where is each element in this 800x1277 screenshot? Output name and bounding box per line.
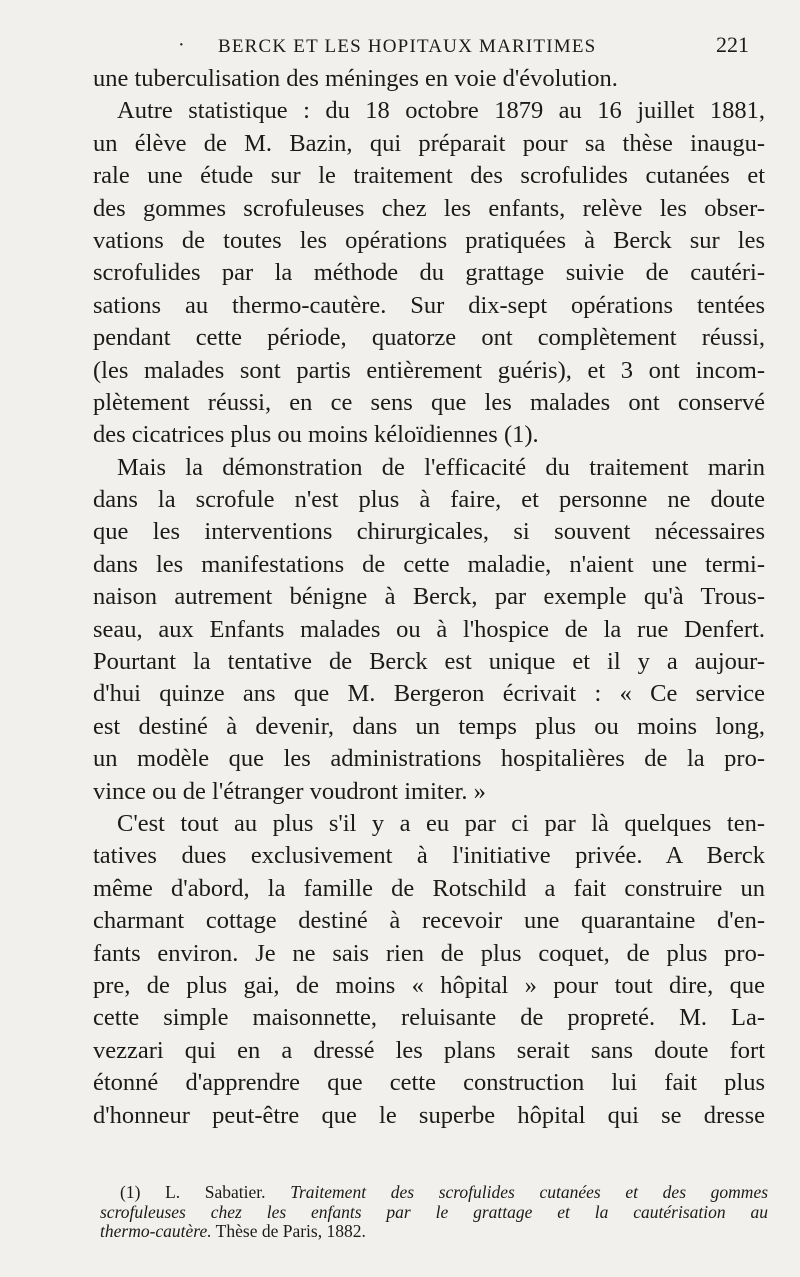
header-ornament: · [178, 34, 185, 56]
footnote-marker: (1) L. Sabatier. [120, 1182, 266, 1202]
text-line: Pourtant la tentative de Berck est unique et il y a aujour- [93, 648, 765, 676]
text-line: naison autrement bénigne à Berck, par exemple qu'à Trous- [93, 583, 765, 611]
text-line: sations au thermo-cautère. Sur dix-sept opérations tentées [93, 291, 765, 319]
footnote-source: Thèse de Paris, 1882. [215, 1221, 366, 1241]
text-line: étonné d'apprendre que cette construction lui fait plus [93, 1069, 765, 1097]
text-line: Autre statistique : du 18 octobre 1879 au 16 juillet 1881, [117, 97, 765, 125]
footnote-line [100, 1222, 768, 1242]
running-title: BERCK ET LES HOPITAUX MARITIMES [218, 36, 597, 57]
text-line: plètement réussi, en ce sens que les malades ont conservé [93, 388, 765, 416]
text-line: tatives dues exclusivement à l'initiative privée. A Berck [93, 842, 765, 870]
text-line: scrofulides par la méthode du grattage suivie de cautéri- [93, 259, 765, 287]
text-line: seau, aux Enfants malades ou à l'hospice de la rue Denfert. [93, 615, 765, 643]
text-line: charmant cottage destiné à recevoir une quarantaine d'en- [93, 907, 765, 935]
text-line: (les malades sont partis entièrement guéris), et 3 ont incom- [93, 356, 765, 384]
text-line: vations de toutes les opérations pratiquées à Berck sur les [93, 226, 765, 254]
text-line: cette simple maisonnette, reluisante de propreté. M. La- [93, 1004, 765, 1032]
text-line: que les interventions chirurgicales, si souvent nécessaires [93, 518, 765, 546]
text-line: des cicatrices plus ou moins kéloïdiennes (1). [93, 421, 539, 449]
text-line: une tuberculisation des méninges en voie d'évolution. [93, 65, 618, 92]
text-line: dans la scrofule n'est plus à faire, et personne ne doute [93, 486, 765, 514]
footnote-title: Traitement des scrofulides cutanées et des gommes [290, 1182, 769, 1202]
footnote-line [100, 1183, 768, 1203]
footnote [100, 1183, 768, 1242]
text-line: un élève de M. Bazin, qui préparait pour sa thèse inaugu- [93, 129, 765, 157]
text-line: dans les manifestations de cette maladie, n'aient une termi- [93, 550, 765, 578]
footnote-line: scrofuleuses chez les enfants par le grattage et la cautérisation au [100, 1201, 768, 1222]
body-text [93, 63, 765, 1132]
text-line: fants environ. Je ne sais rien de plus coquet, de plus pro- [93, 939, 765, 967]
text-line: Mais la démonstration de l'efficacité du traitement marin [117, 453, 765, 481]
text-line: un modèle que les administrations hospitalières de la pro- [93, 745, 765, 773]
text-line: pre, de plus gai, de moins « hôpital » pour tout dire, que [93, 971, 765, 999]
text-line: vince ou de l'étranger voudront imiter. » [93, 777, 486, 805]
text-line: même d'abord, la famille de Rotschild a fait construire un [93, 874, 765, 902]
text-line: d'honneur peut-être que le superbe hôpital qui se dresse [93, 1101, 765, 1129]
page-header [0, 30, 800, 60]
text-line: pendant cette période, quatorze ont complètement réussi, [93, 324, 765, 352]
footnote-title-end: thermo-cautère. [100, 1221, 212, 1241]
text-line: d'hui quinze ans que M. Bergeron écrivait : « Ce service [93, 680, 765, 708]
text-line: vezzari qui en a dressé les plans serait sans doute fort [93, 1036, 765, 1064]
page-number: 221 [716, 32, 749, 57]
text-line: est destiné à devenir, dans un temps plus ou moins long, [93, 712, 765, 740]
text-line: rale une étude sur le traitement des scrofulides cutanées et [93, 162, 765, 190]
text-line: C'est tout au plus s'il y a eu par ci par là quelques ten- [117, 809, 765, 837]
text-line: des gommes scrofuleuses chez les enfants, relève les obser- [93, 194, 765, 222]
